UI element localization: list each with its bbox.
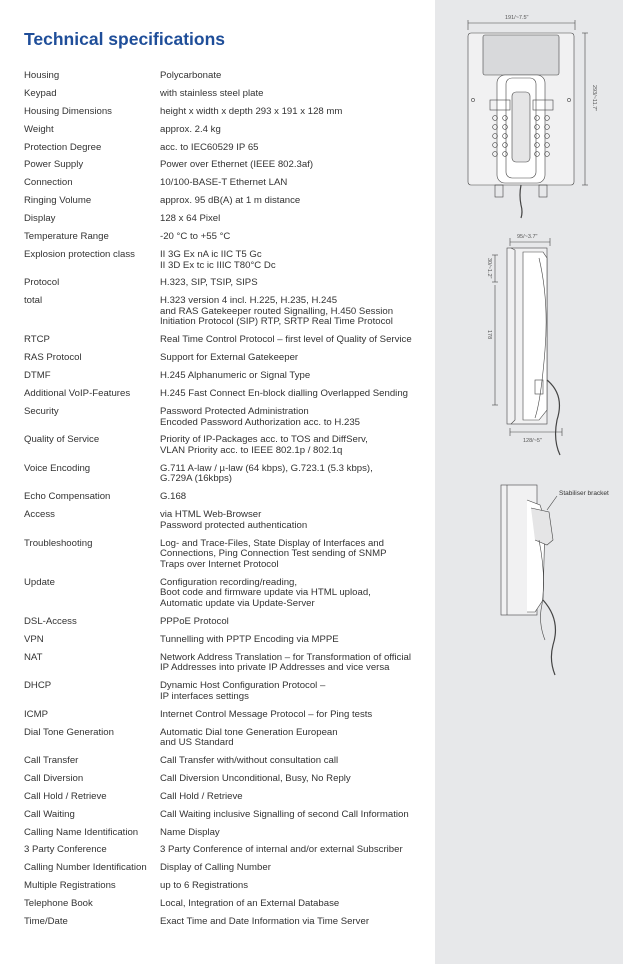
spec-row: [24, 196, 424, 207]
spec-value-line: and RAS Gatekeeper routed Signalling, H.450 Session: [160, 305, 394, 317]
spec-label: Call Transfer: [24, 755, 79, 767]
spec-label: Protection Degree: [24, 141, 102, 153]
technical-drawings: [435, 0, 623, 964]
spec-row: [24, 774, 424, 785]
spec-value: [160, 774, 424, 785]
spec-value: [160, 828, 424, 839]
stabiliser-bracket-label: Stabiliser bracket: [559, 490, 609, 497]
spec-value: [160, 510, 424, 531]
spec-value: [160, 899, 424, 910]
spec-row: [24, 617, 424, 628]
spec-value-line: 3 Party Conference of internal and/or external Subscriber: [160, 844, 403, 856]
front-view-drawing: [468, 20, 588, 218]
spec-value-line: Password protected authentication: [160, 519, 308, 531]
spec-value-line: Call Diversion Unconditional, Busy, No Reply: [160, 772, 351, 784]
spec-value: [160, 756, 424, 767]
spec-value-line: Connections, Ping Connection Test sending of SNMP: [160, 548, 387, 560]
spec-label: Call Hold / Retrieve: [24, 790, 107, 802]
spec-table: [24, 71, 424, 935]
spec-value-line: Exact Time and Date Information via Time Server: [160, 916, 370, 928]
spec-row: [24, 492, 424, 503]
side-view-drawing: [492, 238, 562, 455]
drawings-panel: [435, 0, 623, 964]
spec-row: [24, 510, 424, 531]
spec-value-line: IP interfaces settings: [160, 690, 249, 702]
spec-value-line: Priority of IP-Packages acc. to TOS and DiffServ,: [160, 434, 368, 446]
side-top-dimension: 30/~1.2": [486, 258, 492, 279]
spec-row: [24, 371, 424, 382]
side-height-dimension: 178: [486, 330, 492, 340]
spec-label: Weight: [24, 123, 54, 135]
spec-value-line: Dynamic Host Configuration Protocol –: [160, 680, 326, 692]
spec-label: DHCP: [24, 680, 52, 692]
spec-label: Ringing Volume: [24, 195, 92, 207]
spec-value: [160, 107, 424, 118]
spec-value-line: Real Time Control Protocol – first level of Quality of Service: [160, 334, 412, 346]
spec-value: [160, 617, 424, 628]
spec-value: [160, 810, 424, 821]
spec-row: [24, 335, 424, 346]
spec-label: Additional VoIP-Features: [24, 388, 131, 400]
spec-label: Multiple Registrations: [24, 880, 116, 892]
spec-value-line: Call Transfer with/without consultation call: [160, 755, 339, 767]
spec-label: Time/Date: [24, 916, 68, 928]
spec-value-line: G.168: [160, 491, 187, 503]
spec-value-line: Encoded Password Authorization acc. to H.235: [160, 416, 360, 428]
spec-row: [24, 653, 424, 674]
spec-row: [24, 710, 424, 721]
spec-value-line: with stainless steel plate: [160, 87, 264, 99]
spec-row: [24, 214, 424, 225]
spec-row: [24, 407, 424, 428]
spec-value: [160, 278, 424, 289]
spec-label: Keypad: [24, 87, 57, 99]
spec-label: Quality of Service: [24, 434, 100, 446]
spec-label: Calling Name Identification: [24, 826, 139, 838]
spec-label: Explosion protection class: [24, 248, 135, 260]
spec-value: [160, 635, 424, 646]
spec-row: [24, 845, 424, 856]
spec-value: [160, 728, 424, 749]
spec-value-line: Configuration recording/reading,: [160, 576, 298, 588]
spec-value: [160, 335, 424, 346]
spec-value-line: Call Hold / Retrieve: [160, 790, 243, 802]
spec-label: Telephone Book: [24, 898, 93, 910]
spec-label: Calling Number Identification: [24, 862, 147, 874]
spec-value: [160, 89, 424, 100]
spec-value: [160, 917, 424, 928]
spec-label: Temperature Range: [24, 231, 109, 243]
spec-value: [160, 71, 424, 82]
side-depth-dimension: 95/~3.7": [517, 234, 538, 240]
spec-value: [160, 296, 424, 328]
spec-label: Dial Tone Generation: [24, 726, 114, 738]
spec-row: [24, 143, 424, 154]
spec-label: Access: [24, 509, 55, 521]
spec-value-line: Tunnelling with PPTP Encoding via MPPE: [160, 633, 339, 645]
spec-value: [160, 539, 424, 571]
spec-row: [24, 89, 424, 100]
spec-label: Voice Encoding: [24, 462, 91, 474]
spec-value: [160, 178, 424, 189]
spec-label: VPN: [24, 633, 44, 645]
spec-row: [24, 389, 424, 400]
spec-value-line: acc. to IEC60529 IP 65: [160, 141, 259, 153]
spec-value: [160, 492, 424, 503]
spec-value: [160, 578, 424, 610]
spec-value: [160, 792, 424, 803]
spec-value-line: G.729A (16kbps): [160, 473, 232, 485]
spec-row: [24, 125, 424, 136]
spec-row: [24, 464, 424, 485]
spec-row: [24, 107, 424, 118]
spec-value: [160, 863, 424, 874]
spec-value-line: 10/100-BASE-T Ethernet LAN: [160, 177, 288, 189]
spec-label: Display: [24, 213, 56, 225]
spec-label: Housing Dimensions: [24, 105, 112, 117]
spec-value: [160, 407, 424, 428]
spec-row: [24, 681, 424, 702]
spec-value: [160, 250, 424, 271]
spec-label: NAT: [24, 651, 43, 663]
spec-label: RAS Protocol: [24, 352, 82, 364]
spec-value-line: H.323 version 4 incl. H.225, H.235, H.245: [160, 295, 338, 307]
spec-value-line: Internet Control Message Protocol – for Ping tests: [160, 708, 373, 720]
spec-row: [24, 296, 424, 328]
spec-value: [160, 232, 424, 243]
spec-value-line: 128 x 64 Pixel: [160, 213, 221, 225]
spec-row: [24, 435, 424, 456]
page-title: Technical specifications: [24, 29, 225, 49]
spec-value-line: Polycarbonate: [160, 70, 222, 81]
spec-value-line: II 3D Ex tc ic IIIC T80°C Dc: [160, 259, 276, 271]
spec-row: [24, 539, 424, 571]
spec-row: [24, 756, 424, 767]
spec-value: [160, 435, 424, 456]
spec-value-line: via HTML Web-Browser: [160, 509, 262, 521]
spec-label: DSL-Access: [24, 615, 77, 627]
spec-value-line: and US Standard: [160, 737, 234, 749]
spec-value-line: Name Display: [160, 826, 220, 838]
spec-value-line: Local, Integration of an External Database: [160, 898, 340, 910]
front-width-dimension: 191/~7.5": [505, 15, 529, 21]
spec-value: [160, 845, 424, 856]
spec-value-line: approx. 2.4 kg: [160, 123, 221, 135]
spec-row: [24, 278, 424, 289]
spec-value-line: Power over Ethernet (IEEE 802.3af): [160, 159, 314, 171]
spec-value: [160, 464, 424, 485]
spec-value-line: Display of Calling Number: [160, 862, 271, 874]
spec-row: [24, 863, 424, 874]
spec-value-line: G.711 A-law / µ-law (64 kbps), G.723.1 (5.3 kbps),: [160, 462, 373, 474]
spec-row: [24, 881, 424, 892]
spec-value: [160, 710, 424, 721]
spec-value-line: Traps over Internet Protocol: [160, 558, 279, 570]
spec-value: [160, 653, 424, 674]
spec-value: [160, 143, 424, 154]
spec-row: [24, 178, 424, 189]
spec-row: [24, 353, 424, 364]
spec-row: [24, 160, 424, 171]
side-bottom-depth-dimension: 128/~5": [523, 438, 542, 444]
spec-value-line: Automatic Dial tone Generation European: [160, 726, 338, 738]
spec-value-line: Boot code and firmware update via HTML upload,: [160, 587, 371, 599]
spec-row: [24, 899, 424, 910]
spec-value-line: II 3G Ex nA ic IIC T5 Gc: [160, 248, 262, 260]
spec-label: Connection: [24, 177, 73, 189]
spec-row: [24, 250, 424, 271]
spec-label: DTMF: [24, 370, 51, 382]
spec-value: [160, 681, 424, 702]
spec-value: [160, 389, 424, 400]
spec-row: [24, 232, 424, 243]
spec-label: ICMP: [24, 708, 48, 720]
spec-value-line: height x width x depth 293 x 191 x 128 mm: [160, 105, 343, 117]
spec-label: Troubleshooting: [24, 537, 93, 549]
spec-value-line: Password Protected Administration: [160, 405, 309, 417]
bracket-view-drawing: [501, 485, 557, 675]
spec-value-line: PPPoE Protocol: [160, 615, 229, 627]
spec-label: Housing: [24, 70, 60, 81]
spec-value-line: Initiation Protocol (SIP) RTP, SRTP Real Time Protocol: [160, 316, 393, 328]
spec-row: [24, 635, 424, 646]
spec-value-line: IP Addresses into private IP Addresses and vice versa: [160, 662, 390, 674]
spec-label: total: [24, 295, 43, 307]
spec-row: [24, 917, 424, 928]
spec-label: 3 Party Conference: [24, 844, 107, 856]
spec-value-line: -20 °C to +55 °C: [160, 231, 231, 243]
spec-value: [160, 214, 424, 225]
spec-value-line: H.245 Alphanumeric or Signal Type: [160, 370, 311, 382]
spec-value: [160, 160, 424, 171]
spec-label: Echo Compensation: [24, 491, 111, 503]
spec-label: RTCP: [24, 334, 50, 346]
spec-label: Call Waiting: [24, 808, 75, 820]
spec-value-line: H.323, SIP, TSIP, SIPS: [160, 277, 258, 289]
spec-row: [24, 728, 424, 749]
spec-row: [24, 810, 424, 821]
spec-value: [160, 125, 424, 136]
spec-value-line: up to 6 Registrations: [160, 880, 248, 892]
spec-value-line: Automatic update via Update-Server: [160, 598, 315, 610]
spec-value: [160, 371, 424, 382]
spec-row: [24, 71, 424, 82]
spec-value-line: H.245 Fast Connect En-block dialling Overlapped Sending: [160, 388, 408, 400]
spec-value-line: approx. 95 dB(A) at 1 m distance: [160, 195, 301, 207]
spec-value-line: Log- and Trace-Files, State Display of Interfaces and: [160, 537, 384, 549]
spec-row: [24, 792, 424, 803]
front-height-dimension: 293/~11.7": [591, 85, 597, 112]
spec-value-line: VLAN Priority acc. to IEEE 802.1p / 802.1q: [160, 445, 343, 456]
spec-row: [24, 828, 424, 839]
spec-value: [160, 353, 424, 364]
spec-value: [160, 196, 424, 207]
spec-label: Update: [24, 576, 55, 588]
spec-value-line: Network Address Translation – for Transformation of official: [160, 651, 411, 663]
spec-row: [24, 578, 424, 610]
spec-label: Power Supply: [24, 159, 84, 171]
spec-value-line: Call Waiting inclusive Signalling of second Call Information: [160, 808, 409, 820]
spec-value-line: Support for External Gatekeeper: [160, 352, 299, 364]
spec-label: Call Diversion: [24, 772, 84, 784]
spec-label: Security: [24, 405, 59, 417]
spec-label: Protocol: [24, 277, 60, 289]
spec-value: [160, 881, 424, 892]
